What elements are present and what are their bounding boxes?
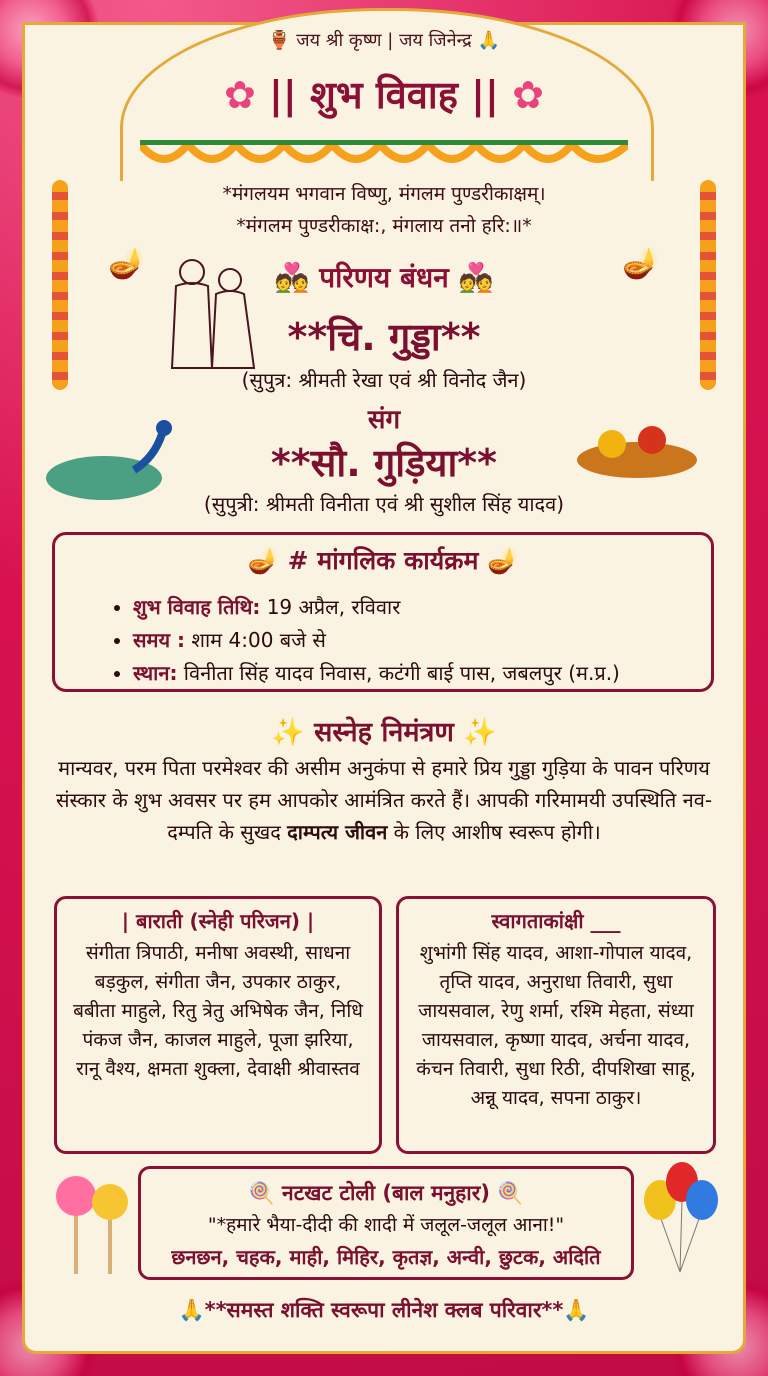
folded-hands-icon: 🙏	[563, 1298, 590, 1322]
diya-icon: 🪔	[478, 546, 519, 575]
diya-icon: 🪔	[247, 546, 288, 575]
flower-icon: ✿	[223, 73, 270, 117]
lollipop-icon: 🍭	[248, 1181, 283, 1205]
groom-parents: (सुपुत्र: श्रीमती रेखा एवं श्री विनोद जैन)	[241, 368, 527, 392]
sparkle-icon: ✨	[453, 717, 497, 748]
flower-icon: ✿	[498, 73, 545, 117]
diya-icon: 🪔	[108, 246, 146, 281]
groom-name: **चि. गुड्डा**	[287, 315, 481, 359]
kalash-icon: 🏺	[268, 30, 297, 51]
invite-title: ✨ सस्नेह निमंत्रण ✨	[271, 717, 497, 748]
sang-label: संग	[367, 405, 401, 435]
jain-hand-icon: 🙏	[471, 30, 500, 51]
lollipop-icon: 🍭	[489, 1181, 524, 1205]
barati-box	[54, 896, 382, 1154]
program-list	[111, 591, 620, 690]
list-item: • समय : शाम 4:00 बजे से	[133, 624, 620, 657]
couple-icon: 💑	[274, 261, 320, 294]
kids-names: छनछन, चहक, माही, मिहिर, कृतज्ञ, अन्वी, छुटक, अदिति	[171, 1245, 601, 1269]
invite-body: मान्यवर, परम पिता परमेश्वर की असीम अनुकंपा से हमारे प्रिय गुड्डा गुड़िया के पावन परिणय संस्कार के शुभ अवसर पर हम आपकोर आमंत्रित करते हैं। आपकी गरिमामयी उपस्थिति नव-दम्पति के सुखद दाम्पत्य जीवन के लिए आशीष स्वरूप होगी।	[55, 756, 713, 844]
kids-quote: "*हमारे भैया-दीदी की शादी में जलूल-जलूल आना!"	[207, 1214, 565, 1236]
sparkle-icon: ✨	[271, 717, 315, 748]
folded-hands-icon: 🙏	[178, 1298, 205, 1322]
barati-names: संगीता त्रिपाठी, मनीषा अवस्थी, साधना बड़कुल, संगीता जैन, उपकार ठाकुर, बबीता माहुले, रितु त्रेतु अभिषेक जैन, निधि पंकज जैन, काजल माहुले, पूजा झरिया, रानू वैश्य, क्षमता शुक्ला, देवाक्षी श्रीवास्तव	[73, 942, 363, 1080]
list-item: • स्थान: विनीता सिंह यादव निवास, कटंगी बाई पास, जबलपुर (म.प्र.)	[133, 657, 620, 690]
kids-title: 🍭 नटखट टोली (बाल मनुहार) 🍭	[248, 1181, 524, 1205]
barati-title: | बाराती (स्नेही परिजन) |	[121, 909, 315, 933]
balloons-icon	[640, 1160, 724, 1276]
mantra-line-1: *मंगलयम भगवान विष्णु, मंगलम पुण्डरीकाक्षम्।	[222, 183, 546, 205]
couple-heading: 💑 परिणय बंधन 💑	[274, 261, 494, 294]
program-title: 🪔 # मांगलिक कार्यक्रम 🪔	[247, 546, 519, 575]
swagat-names: शुभांगी सिंह यादव, आशा-गोपाल यादव, तृप्ति यादव, अनुराधा तिवारी, सुधा जायसवाल, रेणु शर्मा, रश्मि मेहता, संध्या जायसवाल, कृष्णा यादव, अर्चना यादव, कंचन तिवारी, सुधा रिठी, दीपशिखा साहू, अन्नू यादव, सपना ठाकुर।	[416, 942, 696, 1109]
haldi-plate-icon	[572, 404, 702, 484]
footer-line: 🙏**समस्त शक्ति स्वरूपा लीनेश क्लब परिवार**🙏	[178, 1298, 590, 1322]
swagat-box	[396, 896, 716, 1154]
lollipop-icon	[50, 1166, 134, 1276]
top-blessing: 🏺 जय श्री कृष्ण | जय जिनेन्द्र 🙏	[268, 30, 500, 51]
peacock-icon	[44, 398, 184, 508]
bride-name: **सौ. गुड़िया**	[270, 441, 498, 485]
list-item: • शुभ विवाह तिथि: 19 अप्रैल, रविवार	[133, 591, 620, 624]
bride-parents: (सुपुत्री: श्रीमती विनीता एवं श्री सुशील सिंह यादव)	[203, 492, 565, 516]
kids-box	[138, 1166, 634, 1280]
program-box	[52, 532, 714, 692]
couple-icon: 💑	[448, 261, 494, 294]
swagat-title: स्वागताकांक्षी ___	[491, 909, 621, 933]
diya-icon: 🪔	[622, 246, 660, 281]
mantra-line-2: *मंगलम पुण्डरीकाक्ष:, मंगलाय तनो हरि:॥*	[236, 215, 532, 237]
page-title: ✿ || शुभ विवाह || ✿	[223, 73, 545, 117]
toran-garland	[140, 140, 628, 172]
